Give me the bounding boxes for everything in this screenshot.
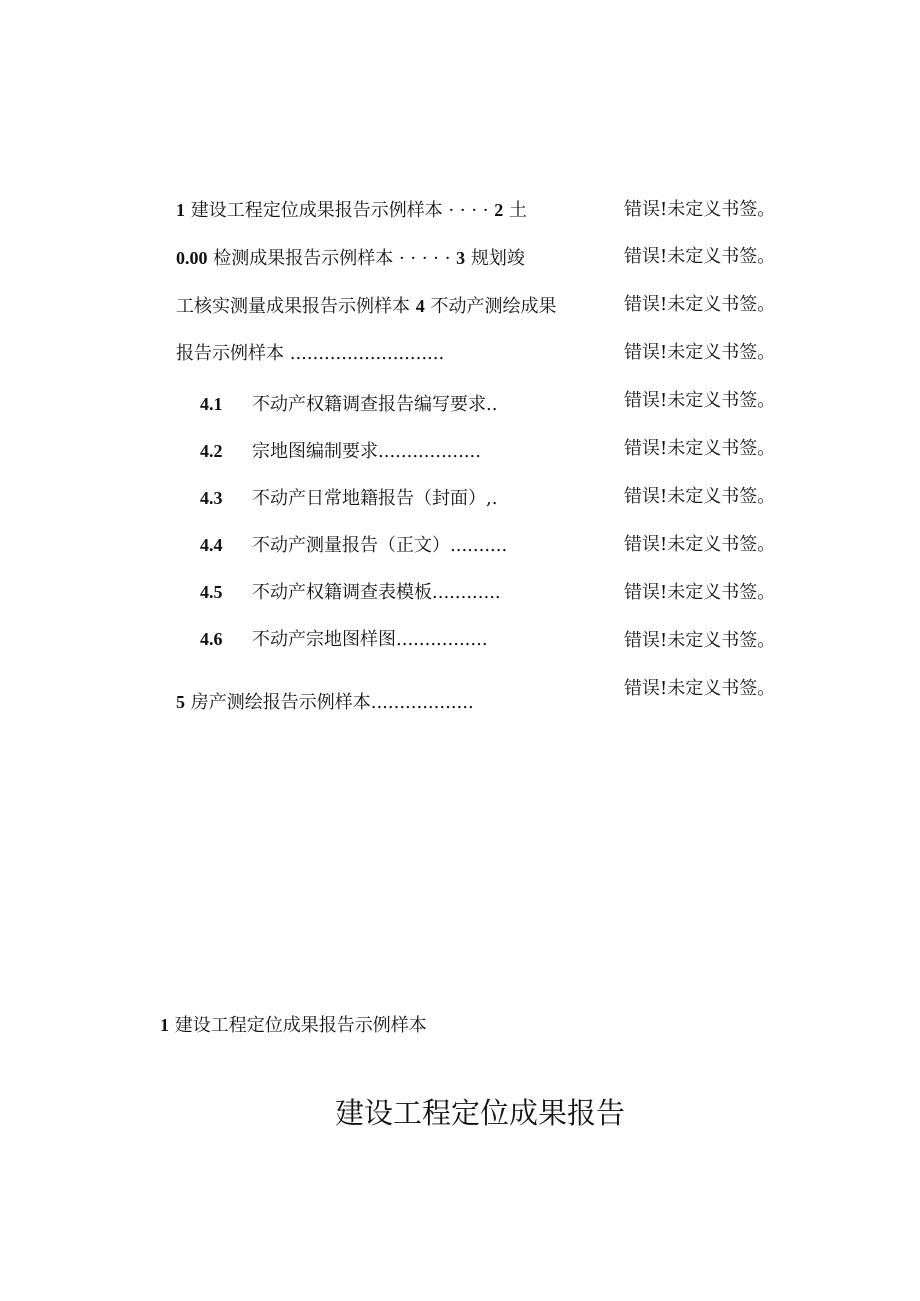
toc-line-5[interactable]	[176, 690, 601, 715]
toc-sub-text: 不动产权籍调查表模板............	[252, 582, 501, 603]
toc-page-ref: 错误!未定义书签。	[624, 534, 776, 555]
toc-sub-4-6[interactable]	[200, 627, 585, 652]
toc-text: 建设工程定位成果报告示例样本 · · · ·	[185, 200, 495, 221]
toc-num: 1	[176, 200, 185, 220]
toc-text: 报告示例样本 ...........................	[176, 343, 445, 364]
toc-num: 3	[456, 248, 466, 268]
toc-text: 规划竣	[465, 248, 525, 269]
toc-sub-4-1[interactable]	[200, 392, 585, 417]
toc-line-4[interactable]	[176, 342, 601, 366]
toc-sub-text: 不动产权籍调查报告编写要求..	[252, 394, 498, 415]
toc-line-2[interactable]	[176, 246, 601, 271]
toc-page-ref: 错误!未定义书签。	[624, 630, 776, 651]
toc-num: 5	[176, 692, 185, 712]
toc-page-ref: 错误!未定义书签。	[624, 199, 776, 220]
toc-sub-text: 不动产宗地图样图................	[252, 629, 488, 650]
toc-page-ref: 错误!未定义书签。	[624, 342, 776, 363]
section-heading-text: 建设工程定位成果报告示例样本	[169, 1015, 427, 1036]
toc-sub-text: 宗地图编制要求..................	[252, 441, 481, 462]
toc-sub-num: 4.5	[200, 582, 223, 602]
toc-sub-text: 不动产测量报告（正文）..........	[252, 535, 508, 556]
toc-text: 检测成果报告示例样本 · · · · ·	[207, 248, 457, 269]
toc-text: 土	[503, 200, 527, 221]
toc-sub-num: 4.3	[200, 488, 223, 508]
toc-sub-num: 4.1	[200, 394, 223, 414]
toc-page-ref: 错误!未定义书签。	[624, 390, 776, 411]
toc-page-ref: 错误!未定义书签。	[624, 294, 776, 315]
toc-text: 不动产测绘成果	[424, 296, 557, 317]
toc-num: 4	[415, 296, 425, 316]
toc-line-1[interactable]	[176, 198, 601, 223]
section-num: 1	[160, 1015, 169, 1035]
toc-page-ref: 错误!未定义书签。	[624, 438, 776, 459]
report-title: 建设工程定位成果报告	[334, 1096, 625, 1130]
toc-sub-4-3[interactable]	[200, 486, 585, 511]
toc-sub-4-4[interactable]	[200, 533, 585, 558]
toc-sub-text: 不动产日常地籍报告（封面）,.	[252, 488, 498, 509]
toc-line-3[interactable]	[176, 294, 601, 319]
toc-page-ref: 错误!未定义书签。	[624, 486, 776, 507]
section-heading	[160, 1013, 427, 1038]
toc-text: 工核实测量成果报告示例样本	[176, 296, 416, 317]
toc-sub-num: 4.6	[200, 629, 223, 649]
toc-page-ref: 错误!未定义书签。	[624, 582, 776, 603]
toc-text: 房产测绘报告示例样本..................	[185, 692, 474, 713]
toc-num: 2	[494, 200, 504, 220]
toc-sub-4-5[interactable]	[200, 580, 585, 605]
toc-sub-4-2[interactable]	[200, 439, 585, 464]
toc-num: 0.00	[176, 248, 208, 268]
toc-sub-num: 4.4	[200, 535, 223, 555]
toc-page-ref: 错误!未定义书签。	[624, 246, 776, 267]
toc-sub-num: 4.2	[200, 441, 223, 461]
toc-page-ref: 错误!未定义书签。	[624, 678, 776, 699]
